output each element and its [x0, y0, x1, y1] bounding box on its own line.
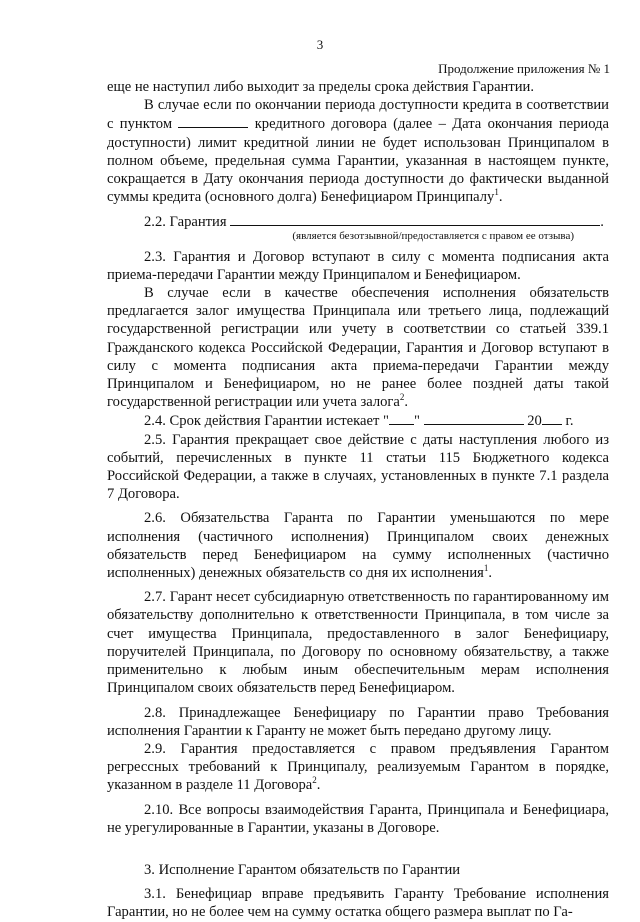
blank-day [389, 411, 414, 425]
paragraph-continuation: еще не наступил либо выходит за пределы срока действия Гарантии. [107, 79, 535, 95]
paragraph-2-4: 2.4. Срок действия Гарантии истекает " " 20 г. [144, 413, 574, 430]
paragraph-2-9: 2.9. Гарантия предоставляется с правом предъявления Гарантом регрессных требований к Принципалу, реализуемым Гарантом в порядке, указанном в разделе 11 Договора$^2$. [107, 740, 609, 794]
document-body [107, 78, 609, 922]
appendix-continuation-note: Продолжение приложения № 1 [438, 61, 610, 76]
blank-year [542, 411, 562, 425]
paragraph-2-2: 2.2. Гарантия . [144, 214, 604, 231]
paragraph-2-5: 2.5. Гарантия прекращает свое действие с даты наступления любого из событий, перечисленных в пункте 11 статьи 115 Бюджетного кодекса Российской Федерации, а также в случаях, установленных в пункте 7.1 раздела 7 Договора. [107, 431, 609, 503]
paragraph-2-10: 2.10. Все вопросы взаимодействия Гаранта, Принципала и Бенефициара, не урегулированные в Гарантии, указаны в Договоре. [107, 801, 609, 836]
paragraph-2-7: 2.7. Гарант несет субсидиарную ответственность по гарантированному им обязательству дополнительно к ответственности Принципала, в том числе за счет имущества Принципала, предоставленного в залог Бенефициару, поручителей Принципала, по Договору по основному обязательству, а также применительно к любым иным обеспечительным мерам исполнения Принципалом своих обязательств перед Бенефициаром. [107, 589, 609, 697]
paragraph-credit-period: В случае если по окончании периода доступности кредита в соответствии с пунктом кредитного договора (далее – Дата окончания периода доступности) лимит кредитной линии не будет использован Принципалом в полном объеме, предельная сумма Гарантии, указанная в настоящем пункте, сокращается в Дату окончания периода доступности до фактически выданной суммы кредита (основного долга) Бенефициаром Принципалу$^1$. [107, 97, 609, 206]
blank-credit-clause [178, 114, 248, 128]
footnote-ref: 1 [494, 187, 499, 198]
page-number: 3 [316, 37, 324, 52]
guarantee-type-hint: (является безотзывной/предоставляется с правом ее отзыва) [292, 229, 574, 242]
section-3-heading: 3. Исполнение Гарантом обязательств по Гарантии [144, 861, 461, 878]
footnote-ref: 1 [483, 563, 489, 574]
paragraph-3-1: 3.1. Бенефициар вправе предъявить Гаранту Требование исполнения Гарантии, но не более чем на сумму остатка общего размера выплат по Га- [107, 886, 609, 921]
blank-month [424, 411, 524, 425]
paragraph-pledge: В случае если в качестве обеспечения исполнения обязательств предлагается залог имущества Принципала или третьего лица, подлежащий государственной регистрации или учету в соответствии со статьей 339.1 Гражданского кодекса Российской Федерации, Гарантия и Договор вступают в силу с момента подписания акта приема-передачи Гарантии между Принципалом и Бенефициаром, но не ранее более поздней даты такой государственной регистрации или учета залога$^2$. [107, 285, 609, 411]
footnote-ref: 2 [312, 775, 317, 786]
paragraph-2-8: 2.8. Принадлежащее Бенефициару по Гарантии право Требования исполнения Гарантии к Гаранту не может быть передано другому лицу. [107, 704, 609, 739]
paragraph-2-6: 2.6. Обязательства Гаранта по Гарантии уменьшаются по мере исполнения (частичного исполнения) Принципалом своих денежных обязательств перед Бенефициаром на сумму исполненных (частично исполненных) денежных обязательств со дня их исполнения$^1$. [107, 510, 609, 582]
footnote-ref: 2 [399, 392, 405, 403]
blank-guarantee-type [230, 212, 600, 226]
paragraph-2-3: 2.3. Гарантия и Договор вступают в силу с момента подписания акта приема-передачи Гарантии между Принципалом и Бенефициаром. [107, 248, 609, 283]
